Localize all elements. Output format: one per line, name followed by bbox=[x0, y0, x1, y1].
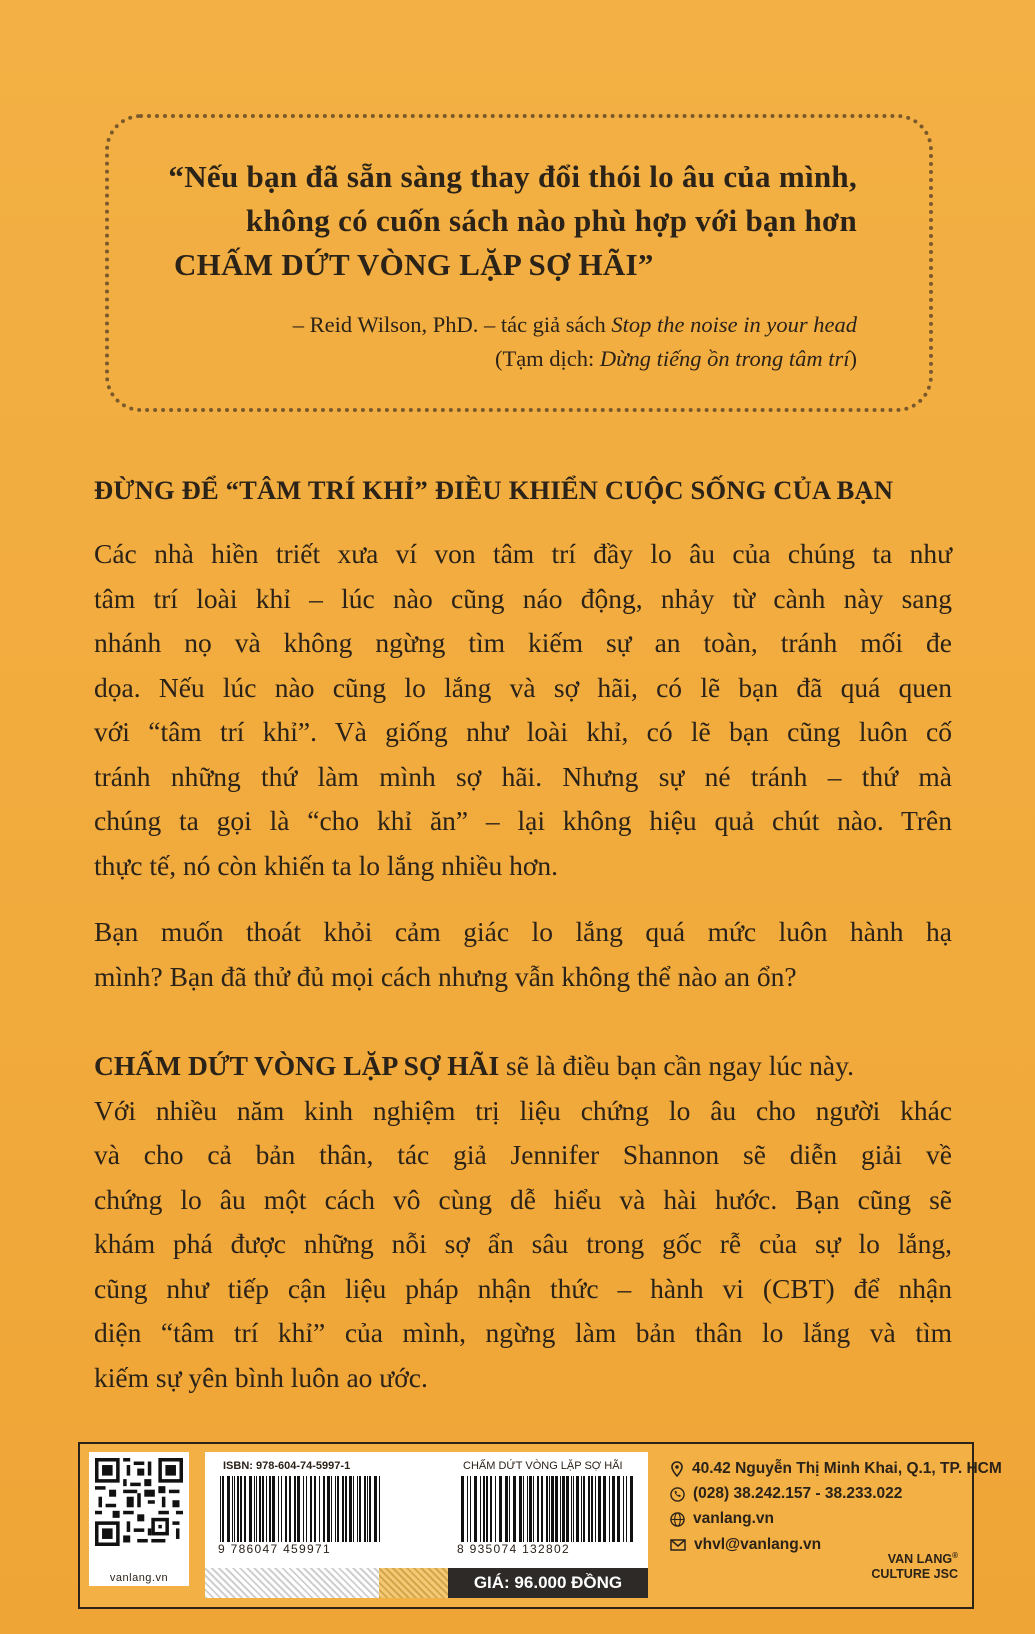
barcode-bar bbox=[278, 1476, 279, 1542]
barcode-bar bbox=[364, 1476, 366, 1542]
stripe-band bbox=[205, 1568, 379, 1598]
barcode-bar bbox=[541, 1476, 543, 1542]
barcode-bar bbox=[227, 1476, 230, 1542]
barcode-bar bbox=[244, 1476, 246, 1542]
barcode-bar bbox=[566, 1476, 569, 1542]
barcode-bar bbox=[562, 1476, 565, 1542]
barcode-bar bbox=[367, 1476, 368, 1542]
testimonial-box bbox=[105, 114, 933, 412]
barcode-bar bbox=[529, 1476, 532, 1542]
email-line[interactable]: vhvl@vanlang.vn bbox=[670, 1536, 821, 1554]
qr-code[interactable] bbox=[89, 1452, 189, 1586]
barcode-bar bbox=[513, 1476, 516, 1542]
barcode-bar bbox=[461, 1476, 464, 1542]
barcode-bar bbox=[335, 1476, 336, 1542]
testimonial-line-1: “Nếu bạn đã sẵn sàng thay đổi thói lo âu của mình, bbox=[168, 159, 857, 194]
text-line: Các nhà hiền triết xưa ví von tâm trí đầy lo âu của chúng ta như bbox=[94, 538, 952, 569]
barcode-bar bbox=[581, 1476, 582, 1542]
testimonial-line-2: không có cuốn sách nào phù hợp với bạn hơn bbox=[245, 203, 857, 238]
barcode-bar bbox=[310, 1476, 312, 1542]
barcode-bar bbox=[306, 1476, 307, 1542]
text-line: nhánh nọ và không ngừng tìm kiếm sự an toàn, tránh mối đe bbox=[94, 627, 952, 658]
barcode-bar bbox=[237, 1476, 239, 1542]
stripe-band-accent bbox=[379, 1568, 448, 1598]
text-line: Với nhiều năm kinh nghiệm trị liệu chứng lo âu cho người khác bbox=[94, 1094, 952, 1126]
text-line: chứng lo âu một cách vô cùng dễ hiểu và hài hước. Bạn cũng sẽ bbox=[94, 1183, 952, 1215]
paragraph-2 bbox=[94, 910, 952, 999]
barcode-bar bbox=[546, 1476, 548, 1542]
barcode-bar bbox=[285, 1476, 287, 1542]
qr-code-icon bbox=[95, 1458, 183, 1546]
barcode-panel bbox=[205, 1452, 648, 1598]
text-line: với “tâm trí khỉ”. Và giống như loài khỉ, có lẽ bạn cũng luôn cố bbox=[94, 716, 952, 747]
isbn-barcode bbox=[218, 1476, 383, 1542]
barcode-bar bbox=[262, 1476, 264, 1542]
barcode-bar bbox=[603, 1476, 606, 1542]
text-line: chúng ta gọi là “cho khỉ ăn” – lại không hiệu quả chút nào. Trên bbox=[94, 805, 952, 836]
barcode-bar bbox=[331, 1476, 332, 1542]
barcode-bar bbox=[519, 1476, 522, 1542]
barcode-bar bbox=[266, 1476, 267, 1542]
text-line: và cho cả bản thân, tác giả Jennifer Shannon sẽ diễn giải về bbox=[94, 1139, 952, 1170]
retail-digits: 8 935074 132802 bbox=[457, 1542, 570, 1556]
text-line: tâm trí loài khỉ – lúc nào cũng náo động, nhảy từ cành này sang bbox=[94, 582, 952, 614]
barcode-bar bbox=[254, 1476, 255, 1542]
barcode-bar bbox=[249, 1476, 252, 1542]
barcode-bar bbox=[626, 1476, 627, 1542]
barcode-bar bbox=[269, 1476, 271, 1542]
book-title-inline: CHẤM DỨT VÒNG LẶP SỢ HÃI bbox=[94, 1050, 500, 1081]
text-line: tránh những thứ làm mình sợ hãi. Nhưng sự né tránh – thứ mà bbox=[94, 760, 952, 792]
barcode-bar bbox=[359, 1476, 361, 1542]
isbn-label: ISBN: 978-604-74-5997-1 bbox=[223, 1460, 351, 1472]
barcode-bar bbox=[527, 1476, 528, 1542]
text-line: mình? Bạn đã thử đủ mọi cách nhưng vẫn không thể nào an ổn? bbox=[94, 960, 797, 992]
text-line: Bạn muốn thoát khỏi cảm giác lo lắng quá mức luôn hành hạ bbox=[94, 916, 952, 947]
barcode-bar bbox=[549, 1476, 550, 1542]
barcode-bar bbox=[327, 1476, 330, 1542]
qr-caption: vanlang.vn bbox=[109, 1572, 169, 1584]
barcode-bar bbox=[369, 1476, 371, 1542]
barcode-bar bbox=[234, 1476, 235, 1542]
barcode-bar bbox=[222, 1476, 224, 1542]
testimonial-attribution: – Reid Wilson, PhD. – tác giả sách Stop the noise in your head bbox=[292, 312, 857, 337]
barcode-bar bbox=[630, 1476, 633, 1542]
publisher-footer bbox=[78, 1442, 1002, 1609]
barcode-bar bbox=[555, 1476, 558, 1542]
barcode-bar bbox=[319, 1476, 320, 1542]
isbn-digits: 9 786047 459971 bbox=[218, 1542, 331, 1556]
barcode-bar bbox=[571, 1476, 572, 1542]
barcode-bar bbox=[523, 1476, 524, 1542]
barcode-bar bbox=[342, 1476, 344, 1542]
barcode-bar bbox=[379, 1476, 380, 1542]
barcode-bar bbox=[495, 1476, 496, 1542]
barcode-bar bbox=[598, 1476, 601, 1542]
price-label: GIÁ: 96.000 ĐỒNG bbox=[448, 1568, 648, 1598]
barcode-bar bbox=[314, 1476, 316, 1542]
barcode-bar bbox=[353, 1476, 354, 1542]
phone-line: (028) 38.242.157 - 38.233.022 bbox=[670, 1485, 902, 1503]
barcode-bar bbox=[576, 1476, 579, 1542]
barcode-bar bbox=[349, 1476, 352, 1542]
barcode-bar bbox=[509, 1476, 510, 1542]
mail-icon bbox=[670, 1539, 686, 1551]
barcode-bar bbox=[357, 1476, 358, 1542]
barcode-bar bbox=[573, 1476, 574, 1542]
barcode-bar bbox=[483, 1476, 485, 1542]
publisher-logo: VAN LANG® CULTURE JSC bbox=[871, 1551, 958, 1582]
barcode-bar bbox=[470, 1476, 471, 1542]
barcode-bar bbox=[623, 1476, 624, 1542]
barcode-bar bbox=[583, 1476, 585, 1542]
barcode-bar bbox=[591, 1476, 593, 1542]
barcode-bar bbox=[337, 1476, 339, 1542]
website-line[interactable]: vanlang.vn bbox=[670, 1510, 774, 1528]
text-line: cũng như tiếp cận liệu pháp nhận thức – hành vi (CBT) để nhận bbox=[94, 1272, 952, 1304]
barcode-bar bbox=[533, 1476, 534, 1542]
location-pin-icon bbox=[670, 1461, 684, 1477]
text-line: thực tế, nó còn khiến ta lo lắng nhiều hơn. bbox=[94, 849, 558, 881]
text-line: kiếm sự yên bình luôn ao ước. bbox=[94, 1361, 428, 1393]
barcode-bar bbox=[612, 1476, 615, 1542]
barcode-bar bbox=[551, 1476, 554, 1542]
paragraph-3 bbox=[94, 1044, 952, 1400]
text-line: dọa. Nếu lúc nào cũng lo lắng và sợ hãi, có lẽ bạn đã quá quen bbox=[94, 671, 952, 703]
address-line: 40.42 Nguyễn Thị Minh Khai, Q.1, TP. HCM bbox=[670, 1460, 1002, 1478]
barcode-bar bbox=[486, 1476, 488, 1542]
barcode-bar bbox=[259, 1476, 261, 1542]
section-heading: ĐỪNG ĐỂ “TÂM TRÍ KHỈ” ĐIỀU KHIỂN CUỘC SỐNG CỦA BẠN bbox=[94, 475, 894, 505]
globe-icon bbox=[670, 1512, 685, 1527]
barcode-bar bbox=[345, 1476, 347, 1542]
barcode-bar bbox=[609, 1476, 610, 1542]
barcode-book-title: CHẤM DỨT VÒNG LẶP SỢ HÃI bbox=[463, 1460, 623, 1472]
barcode-bar bbox=[474, 1476, 477, 1542]
barcode-bar bbox=[537, 1476, 539, 1542]
retail-barcode bbox=[459, 1476, 637, 1542]
barcode-bar bbox=[281, 1476, 282, 1542]
text-line: khám phá được những nỗi sợ ẩn sâu trong gốc rễ của sự lo lắng, bbox=[94, 1228, 952, 1259]
barcode-bar bbox=[499, 1476, 502, 1542]
text-line: diện “tâm trí khỉ” của mình, ngừng làm bản thân lo lắng và tìm bbox=[94, 1317, 952, 1348]
barcode-bar bbox=[294, 1476, 296, 1542]
barcode-bar bbox=[297, 1476, 300, 1542]
barcode-bar bbox=[595, 1476, 596, 1542]
barcode-bar bbox=[272, 1476, 275, 1542]
barcode-bar bbox=[467, 1476, 468, 1542]
barcode-bar bbox=[232, 1476, 233, 1542]
paragraph-1 bbox=[94, 532, 952, 888]
barcode-bar bbox=[588, 1476, 590, 1542]
barcode-bar bbox=[220, 1476, 221, 1542]
phone-icon bbox=[670, 1487, 685, 1502]
barcode-bar bbox=[289, 1476, 291, 1542]
testimonial-translation: (Tạm dịch: Dừng tiếng ồn trong tâm trí) bbox=[494, 346, 857, 371]
barcode-bar bbox=[490, 1476, 492, 1542]
barcode-bar bbox=[560, 1476, 561, 1542]
barcode-bar bbox=[480, 1476, 481, 1542]
barcode-bar bbox=[256, 1476, 257, 1542]
testimonial-line-3: CHẤM DỨT VÒNG LẶP SỢ HÃI” bbox=[174, 247, 654, 282]
barcode-bar bbox=[374, 1476, 377, 1542]
barcode-bar bbox=[323, 1476, 325, 1542]
barcode-bar bbox=[617, 1476, 620, 1542]
barcode-bar bbox=[303, 1476, 304, 1542]
barcode-bar bbox=[240, 1476, 242, 1542]
barcode-bar bbox=[505, 1476, 508, 1542]
text-line: CHẤM DỨT VÒNG LẶP SỢ HÃI sẽ là điều bạn cần ngay lúc này. bbox=[94, 1050, 854, 1081]
